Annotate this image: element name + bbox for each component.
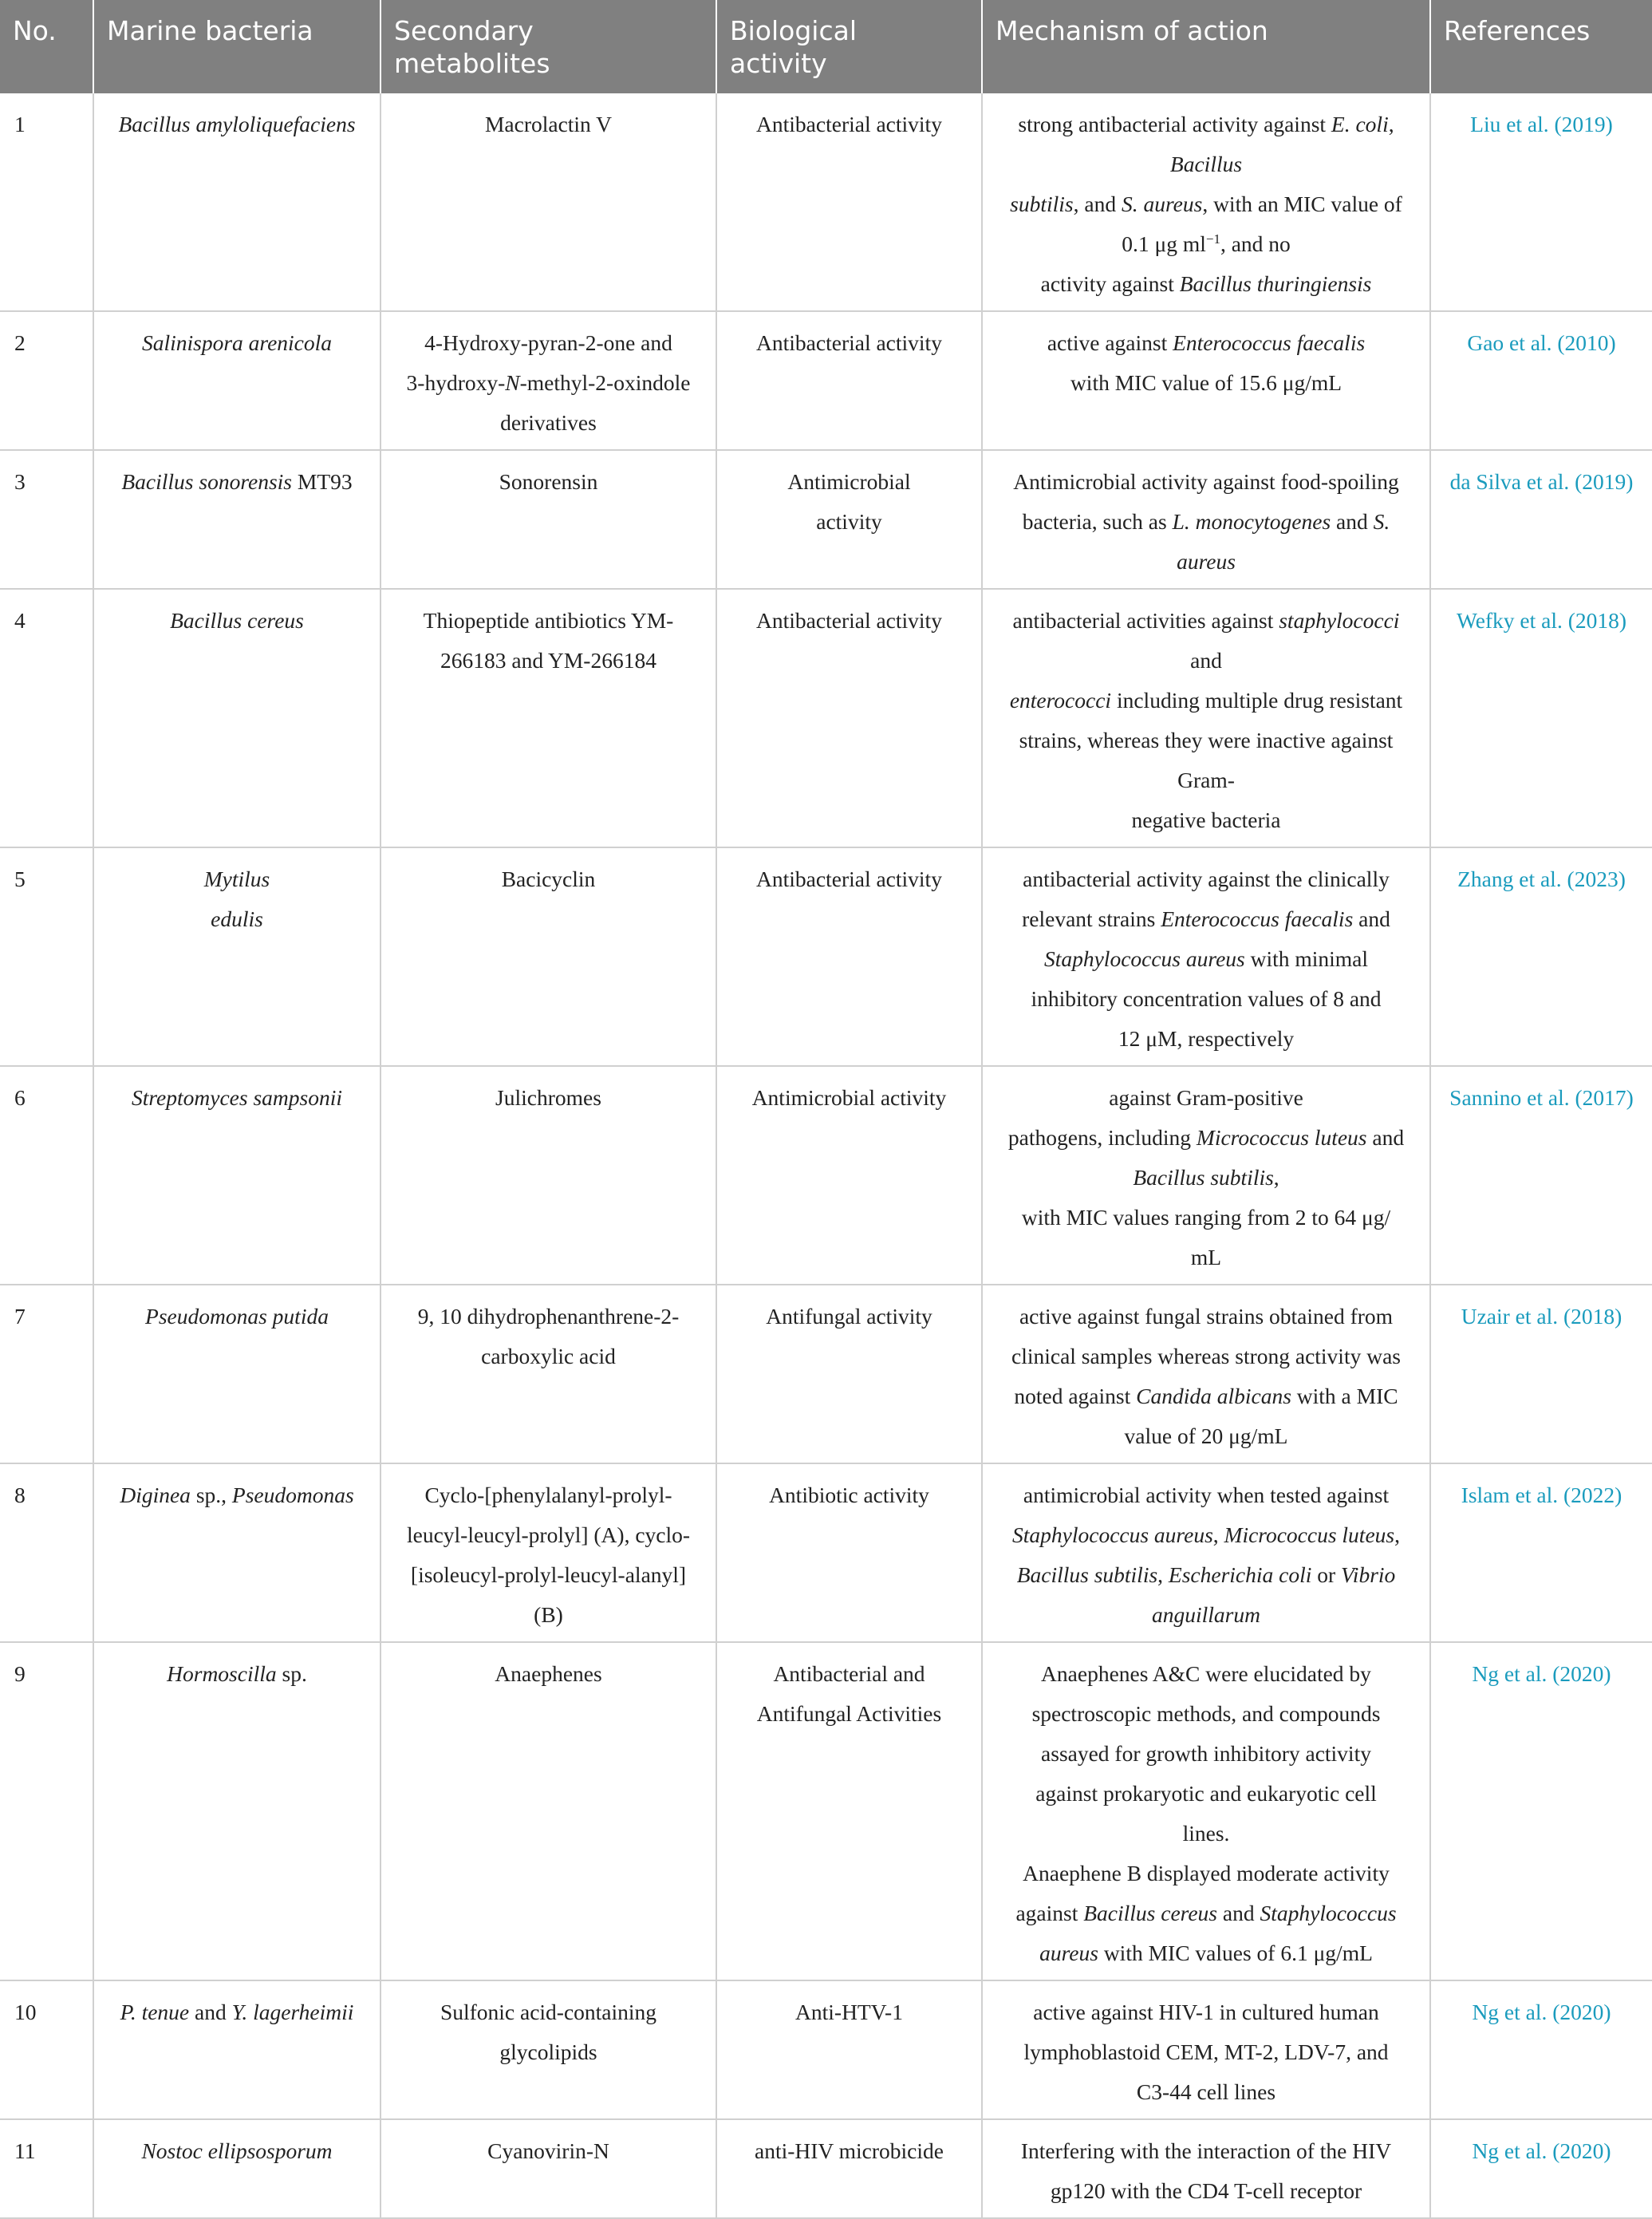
header-row [0, 0, 1652, 93]
cell-no: 8 [0, 1463, 93, 1642]
mechanism-line: spectroscopic methods, and compounds [1031, 1701, 1381, 1726]
mech-text: S. aureus [1121, 191, 1203, 216]
metabolite-line: Cyclo-[phenylalanyl-prolyl- [424, 1483, 672, 1507]
reference-link[interactable]: da Silva et al. (2019) [1430, 450, 1652, 589]
metabolite-line: derivatives [500, 410, 597, 435]
mechanism-line: aureus [1177, 549, 1236, 574]
mech-text: , [1388, 112, 1394, 136]
cell-no: 1 [0, 93, 93, 311]
activity-line: Antibacterial and [773, 1661, 925, 1686]
mech-text: pathogens, including [1007, 1125, 1197, 1150]
mech-text: or [1311, 1562, 1342, 1587]
activity-line: Antibacterial activity [756, 112, 942, 136]
bacteria-text: Y. lagerheimii [231, 2000, 354, 2024]
cell-activity [716, 2119, 982, 2218]
mech-text: Bacillus subtilis [1016, 1562, 1158, 1587]
cell-mechanism [982, 1066, 1430, 1285]
metabolite-line: Sonorensin [499, 469, 598, 494]
header-activity-line1: Biological [730, 15, 858, 46]
mechanism-line: against Gram-positive [1109, 1085, 1303, 1110]
table-row [0, 1066, 1652, 1285]
cell-bacteria: Streptomyces sampsonii [93, 1066, 380, 1285]
mech-text: and [1217, 1901, 1260, 1925]
cell-mechanism [982, 2119, 1430, 2218]
reference-link[interactable]: Liu et al. (2019) [1430, 93, 1652, 311]
cell-no: 10 [0, 1980, 93, 2119]
mechanism-line: Anaephenes A&C were elucidated by [1041, 1661, 1371, 1686]
header-metabolites-line2: metabolites [394, 48, 550, 79]
mechanism-line: clinical samples whereas strong activity was [1011, 1344, 1401, 1368]
mechanism-line: antimicrobial activity when tested against [1023, 1483, 1390, 1507]
cell-activity [716, 847, 982, 1066]
bacteria-text: Hormoscilla [167, 1661, 277, 1686]
cell-metabolite [380, 589, 716, 847]
mech-text: , [1273, 1165, 1279, 1190]
mech-text: and [1331, 509, 1374, 534]
cell-no: 3 [0, 450, 93, 589]
metabolite-line: Sulfonic acid-containing [440, 2000, 657, 2024]
activity-line: activity [816, 509, 882, 534]
metabolite-line: 4-Hydroxy-pyran-2-one and [424, 330, 672, 355]
metabolite-line: Julichromes [495, 1085, 601, 1110]
cell-activity [716, 1285, 982, 1463]
table-row [0, 1463, 1652, 1642]
mech-text: , with an MIC value of [1202, 191, 1402, 216]
header-mechanism: Mechanism of action [982, 0, 1430, 93]
mechanism-line [994, 323, 1418, 363]
mech-text: against [1015, 1901, 1084, 1925]
cell-mechanism [982, 1980, 1430, 2119]
mechanism-line: mL [1190, 1245, 1222, 1269]
activity-line: Antibacterial activity [756, 867, 942, 891]
mech-text: , and no [1220, 231, 1291, 256]
cell-bacteria: Nostoc ellipsosporum [93, 2119, 380, 2218]
metabolite-text: -methyl-2-oxindole [519, 370, 691, 395]
cell-bacteria [93, 1980, 380, 2119]
mech-text: , and [1073, 191, 1122, 216]
cell-metabolite [380, 450, 716, 589]
metabolite-text: N [505, 370, 520, 395]
mechanism-line: active against HIV-1 in cultured human [1033, 2000, 1379, 2024]
mech-text: Bacillus thuringiensis [1179, 271, 1372, 296]
reference-link[interactable]: Ng et al. (2020) [1430, 1642, 1652, 1980]
mechanism-line: 12 μM, respectively [1118, 1026, 1295, 1051]
mechanism-line: Anaephene B displayed moderate activity [1023, 1861, 1390, 1885]
mechanism-line: lymphoblastoid CEM, MT-2, LDV-7, and [1023, 2039, 1389, 2064]
cell-mechanism [982, 1285, 1430, 1463]
header-bacteria: Marine bacteria [93, 0, 380, 93]
reference-link[interactable]: Islam et al. (2022) [1430, 1463, 1652, 1642]
header-metabolites [380, 0, 716, 93]
cell-activity [716, 93, 982, 311]
mechanism-line: value of 20 μg/mL [1124, 1423, 1288, 1448]
cell-mechanism [982, 1642, 1430, 1980]
metabolite-line: (B) [534, 1602, 563, 1627]
mechanism-line: C3-44 cell lines [1136, 2079, 1276, 2104]
activity-line: Antimicrobial activity [751, 1085, 947, 1110]
mech-text: Vibrio [1341, 1562, 1396, 1587]
table-row [0, 2119, 1652, 2218]
mech-text: aureus [1039, 1941, 1098, 1965]
mechanism-line [994, 899, 1418, 939]
mech-text: Staphylococcus aureus [1012, 1522, 1213, 1547]
mech-text: activity against [1040, 271, 1180, 296]
cell-bacteria: Bacillus cereus [93, 589, 380, 847]
table-row [0, 450, 1652, 589]
mech-text: , [1212, 1522, 1224, 1547]
table-row [0, 311, 1652, 450]
mechanism-line: with MIC values ranging from 2 to 64 μg/ [1021, 1205, 1391, 1230]
mechanism-line [994, 105, 1418, 144]
mech-text: Micrococcus luteus [1196, 1125, 1367, 1150]
cell-metabolite [380, 1980, 716, 2119]
mechanism-line: antibacterial activity against the clinically [1023, 867, 1390, 891]
cell-metabolite [380, 847, 716, 1066]
header-activity [716, 0, 982, 93]
cell-bacteria [93, 1642, 380, 1980]
metabolite-line: leucyl-leucyl-prolyl] (A), cyclo- [406, 1522, 691, 1547]
mechanism-line [994, 1118, 1418, 1158]
metabolite-line: Anaephenes [495, 1661, 602, 1686]
mechanism-line [994, 502, 1418, 542]
table-row [0, 589, 1652, 847]
header-metabolites-line1: Secondary [394, 15, 534, 46]
cell-activity [716, 1463, 982, 1642]
mech-text: and [1366, 1125, 1405, 1150]
cell-activity [716, 589, 982, 847]
mech-text: Enterococcus faecalis [1161, 906, 1354, 931]
activity-line: Antibacterial activity [756, 608, 942, 633]
mech-text: with a MIC [1291, 1384, 1398, 1408]
metabolite-line [392, 363, 704, 403]
mechanism-line [994, 1893, 1418, 1933]
mechanism-line: strains, whereas they were inactive against [1019, 728, 1394, 752]
bacteria-text: Pseudomonas [231, 1483, 354, 1507]
mech-text: Staphylococcus [1260, 1901, 1397, 1925]
table-row [0, 1642, 1652, 1980]
reference-link[interactable]: Gao et al. (2010) [1430, 311, 1652, 450]
header-activity-line2: activity [730, 48, 827, 79]
mech-text: Bacillus cereus [1083, 1901, 1217, 1925]
cell-bacteria [93, 847, 380, 1066]
table-row [0, 1285, 1652, 1463]
table-row [0, 1980, 1652, 2119]
metabolite-line: Cyanovirin-N [487, 2138, 609, 2163]
table-row [0, 93, 1652, 311]
bacteria-text: sp. [276, 1661, 307, 1686]
cell-bacteria: Salinispora arenicola [93, 311, 380, 450]
mechanism-line: inhibitory concentration values of 8 and [1031, 986, 1382, 1011]
mech-text: Staphylococcus aureus [1043, 946, 1245, 971]
cell-metabolite [380, 1642, 716, 1980]
mech-text: noted against [1014, 1384, 1137, 1408]
cell-metabolite [380, 1066, 716, 1285]
cell-bacteria: Bacillus amyloliquefaciens [93, 93, 380, 311]
bacteria-text: sp., [190, 1483, 232, 1507]
bacteria-text: Diginea [120, 1483, 191, 1507]
metabolite-line: Thiopeptide antibiotics YM- [423, 608, 674, 633]
cell-no: 4 [0, 589, 93, 847]
reference-link[interactable]: Sannino et al. (2017) [1430, 1066, 1652, 1285]
mechanism-line: assayed for growth inhibitory activity [1041, 1741, 1371, 1766]
cell-no: 9 [0, 1642, 93, 1980]
activity-line: Antifungal activity [766, 1304, 932, 1329]
bacteria-text: MT93 [292, 469, 353, 494]
activity-line: Antibacterial activity [756, 330, 942, 355]
activity-line: Antifungal Activities [756, 1701, 942, 1726]
reference-link[interactable]: Ng et al. (2020) [1430, 2119, 1652, 2218]
mechanism-line: anguillarum [1152, 1602, 1260, 1627]
cell-bacteria: Pseudomonas putida [93, 1285, 380, 1463]
activity-line: anti-HIV microbicide [755, 2138, 944, 2163]
metabolite-line: 9, 10 dihydrophenanthrene-2- [417, 1304, 680, 1329]
mechanism-line: Gram- [1177, 768, 1235, 792]
mechanism-line [994, 1555, 1418, 1595]
mech-text: with MIC values of 6.1 μg/mL [1098, 1941, 1373, 1965]
mech-text: subtilis [1010, 191, 1074, 216]
cell-activity [716, 1642, 982, 1980]
mechanism-line [994, 1933, 1418, 1973]
metabolite-line: 266183 and YM-266184 [440, 648, 656, 673]
mech-text: bacteria, such as [1022, 509, 1173, 534]
mechanism-line: active against fungal strains obtained from [1019, 1304, 1394, 1329]
cell-mechanism [982, 847, 1430, 1066]
mech-text: strong antibacterial activity against [1018, 112, 1331, 136]
mechanism-line: gp120 with the CD4 T-cell receptor [1050, 2178, 1362, 2203]
mechanism-line [994, 1515, 1418, 1555]
mech-text: enterococci [1009, 688, 1112, 713]
mech-text: 0.1 μg ml [1122, 231, 1206, 256]
cell-mechanism [982, 311, 1430, 450]
cell-no: 7 [0, 1285, 93, 1463]
header-references: References [1430, 0, 1652, 93]
metabolite-line: Bacicyclin [501, 867, 596, 891]
cell-metabolite [380, 1463, 716, 1642]
mechanism-line: Interfering with the interaction of the HIV [1020, 2138, 1392, 2163]
mechanism-line [994, 1376, 1418, 1416]
cell-no: 5 [0, 847, 93, 1066]
mechanism-line [994, 681, 1418, 721]
mechanism-line [994, 184, 1418, 224]
reference-link[interactable]: Zhang et al. (2023) [1430, 847, 1652, 1066]
reference-link[interactable]: Uzair et al. (2018) [1430, 1285, 1652, 1463]
mech-superscript: −1 [1205, 231, 1220, 247]
mechanism-line: lines. [1182, 1821, 1230, 1846]
metabolite-line: [isoleucyl-prolyl-leucyl-alanyl] [410, 1562, 687, 1587]
mech-text: staphylococci [1279, 608, 1400, 633]
cell-mechanism [982, 93, 1430, 311]
mech-text: including multiple drug resistant [1111, 688, 1403, 713]
cell-no: 2 [0, 311, 93, 450]
mech-text: and [1353, 906, 1390, 931]
mech-text: Escherichia coli [1168, 1562, 1312, 1587]
bacteria-line: Mytilus [203, 867, 270, 891]
metabolite-line: glycolipids [499, 2039, 597, 2064]
bacteria-text: and [189, 2000, 232, 2024]
cell-mechanism [982, 589, 1430, 847]
bacteria-line: edulis [211, 906, 263, 931]
metabolite-line: Macrolactin V [484, 112, 613, 136]
activity-line: Anti-HTV-1 [795, 2000, 903, 2024]
mech-text: , [1157, 1562, 1169, 1587]
mech-text: Enterococcus faecalis [1173, 330, 1366, 355]
mechanism-line [994, 264, 1418, 304]
cell-mechanism [982, 450, 1430, 589]
activity-line: Antimicrobial [787, 469, 911, 494]
metabolite-text: 3-hydroxy- [406, 370, 506, 395]
mech-text: active against [1047, 330, 1173, 355]
cell-no: 6 [0, 1066, 93, 1285]
cell-bacteria [93, 450, 380, 589]
mechanism-line [994, 1158, 1418, 1198]
mech-text: with minimal [1244, 946, 1369, 971]
cell-activity [716, 450, 982, 589]
mech-text: Bacillus subtilis [1133, 1165, 1274, 1190]
mechanism-line: with MIC value of 15.6 μg/mL [1070, 370, 1342, 395]
bacteria-text: P. tenue [120, 2000, 190, 2024]
mech-text: L. monocytogenes [1172, 509, 1331, 534]
mechanism-line: Antimicrobial activity against food-spoiling [1013, 469, 1399, 494]
table-row [0, 847, 1652, 1066]
mechanism-line: Bacillus [1169, 152, 1243, 176]
cell-mechanism [982, 1463, 1430, 1642]
cell-metabolite [380, 311, 716, 450]
mech-text: S. [1373, 509, 1390, 534]
mech-text: antibacterial activities against [1012, 608, 1279, 633]
mech-text: relevant strains [1022, 906, 1161, 931]
header-no: No. [0, 0, 93, 93]
cell-activity [716, 311, 982, 450]
mech-text: Micrococcus luteus [1224, 1522, 1395, 1547]
mechanism-line: against prokaryotic and eukaryotic cell [1035, 1781, 1377, 1806]
mechanism-line [994, 939, 1418, 979]
cell-metabolite [380, 1285, 716, 1463]
cell-no: 11 [0, 2119, 93, 2218]
bacteria-text: Bacillus sonorensis [121, 469, 292, 494]
metabolite-line: carboxylic acid [481, 1344, 616, 1368]
mechanism-line [994, 601, 1418, 641]
mechanism-line [994, 224, 1418, 264]
cell-bacteria [93, 1463, 380, 1642]
cell-activity [716, 1066, 982, 1285]
cell-metabolite [380, 2119, 716, 2218]
cell-activity [716, 1980, 982, 2119]
mech-text: E. coli [1331, 112, 1389, 136]
mechanism-line: and [1190, 648, 1222, 673]
mech-text: Candida albicans [1136, 1384, 1291, 1408]
reference-link[interactable]: Wefky et al. (2018) [1430, 589, 1652, 847]
mechanism-line: negative bacteria [1131, 807, 1281, 832]
cell-metabolite [380, 93, 716, 311]
mech-text: , [1394, 1522, 1400, 1547]
activity-line: Antibiotic activity [769, 1483, 929, 1507]
reference-link[interactable]: Ng et al. (2020) [1430, 1980, 1652, 2119]
